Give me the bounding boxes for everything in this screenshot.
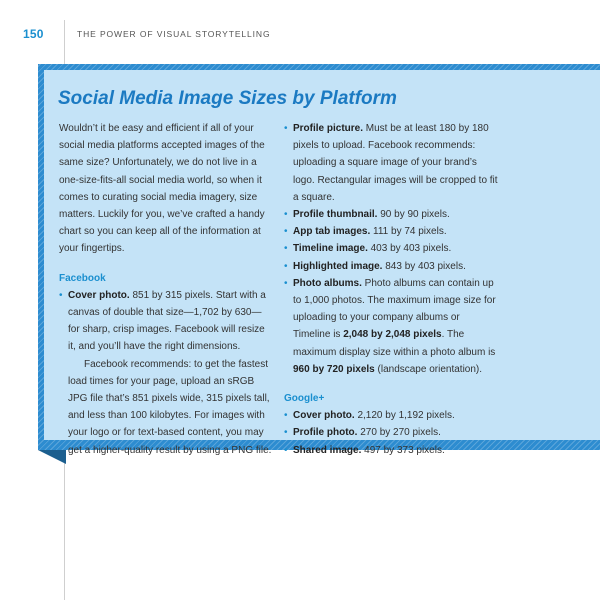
item-label: Profile photo.	[293, 427, 358, 439]
item-emphasis: 960 by 720 pixels	[293, 363, 375, 375]
item-text: Photo albums can contain up to 1,000 photos. The maximum image size for uploading to your company albums or Timeline is	[293, 277, 496, 341]
right-column	[284, 120, 498, 459]
item-text: Must be at least 180 by 180 pixels to upload. Facebook recommends: uploading a square image of your brand’s logo. Rectangular images will be cropped to fit a square.	[293, 123, 498, 203]
item-text: 497 by 373 pixels.	[361, 444, 445, 456]
list-item	[284, 275, 498, 378]
item-label: Profile thumbnail.	[293, 209, 378, 221]
page-number: 150	[23, 27, 44, 41]
item-text: 403 by 403 pixels.	[367, 243, 452, 255]
facebook-heading: Facebook	[59, 272, 106, 284]
sidebar-title: Social Media Image Sizes by Platform	[58, 88, 397, 109]
item-emphasis: 2,048 by 2,048 pixels	[343, 329, 442, 341]
list-item	[284, 407, 498, 424]
list-item	[284, 120, 498, 206]
item-label: Timeline image.	[293, 243, 368, 255]
item-label: Cover photo.	[68, 289, 130, 301]
item-text: 2,120 by 1,192 pixels.	[354, 410, 455, 422]
item-label: Highlighted image.	[293, 260, 383, 272]
item-text: . The maximum display size within a photo album is	[293, 329, 496, 358]
list-item	[284, 206, 498, 223]
item-text: 270 by 270 pixels.	[357, 427, 441, 439]
item-label: Profile picture.	[293, 123, 364, 134]
running-title: THE POWER OF VISUAL STORYTELLING	[77, 29, 271, 39]
item-label: App tab images.	[293, 226, 371, 238]
item-text: 90 by 90 pixels.	[377, 209, 450, 221]
list-item	[284, 442, 498, 459]
list-item	[284, 223, 498, 240]
google-plus-heading: Google+	[284, 393, 325, 405]
list-item	[284, 424, 498, 441]
list-item	[284, 258, 498, 275]
item-label: Photo albums.	[293, 277, 362, 289]
item-label: Cover photo.	[293, 410, 355, 422]
facebook-list-start	[59, 287, 273, 356]
list-item	[284, 240, 498, 257]
item-text: 111 by 74 pixels.	[370, 226, 447, 238]
left-column	[59, 120, 273, 459]
intro-paragraph: Wouldn’t it be easy and efficient if all of your social media platforms accepted images of the same size? Unfortunately, we do not live in a one-size-fits-all social media world, so when it comes to curating social media imagery, size matters. Luckily for you, we’ve crafted a handy chart so you can keep all of the information at your fingertips.	[59, 123, 265, 255]
item-text: (landscape orientation).	[374, 363, 483, 375]
item-text: 843 by 403 pixels.	[382, 260, 466, 272]
item-text: 851 by 315 pixels. Start with a canvas of double that size—1,702 by 630—for sharp, crisp images. Facebook will resize it, and you’ll have the right dimensions.	[68, 289, 266, 353]
google-plus-list	[284, 407, 498, 459]
facebook-list	[284, 120, 498, 378]
list-item	[59, 287, 273, 356]
item-label: Shared image.	[293, 444, 362, 456]
facebook-recommendation: Facebook recommends: to get the fastest load times for your page, upload an sRGB JPG file that’s 851 pixels wide, 315 pixels tall, and less than 100 kilobytes. For images with your logo or for text-based content, you may get a higher-quality result by using a PNG file.	[68, 358, 272, 456]
